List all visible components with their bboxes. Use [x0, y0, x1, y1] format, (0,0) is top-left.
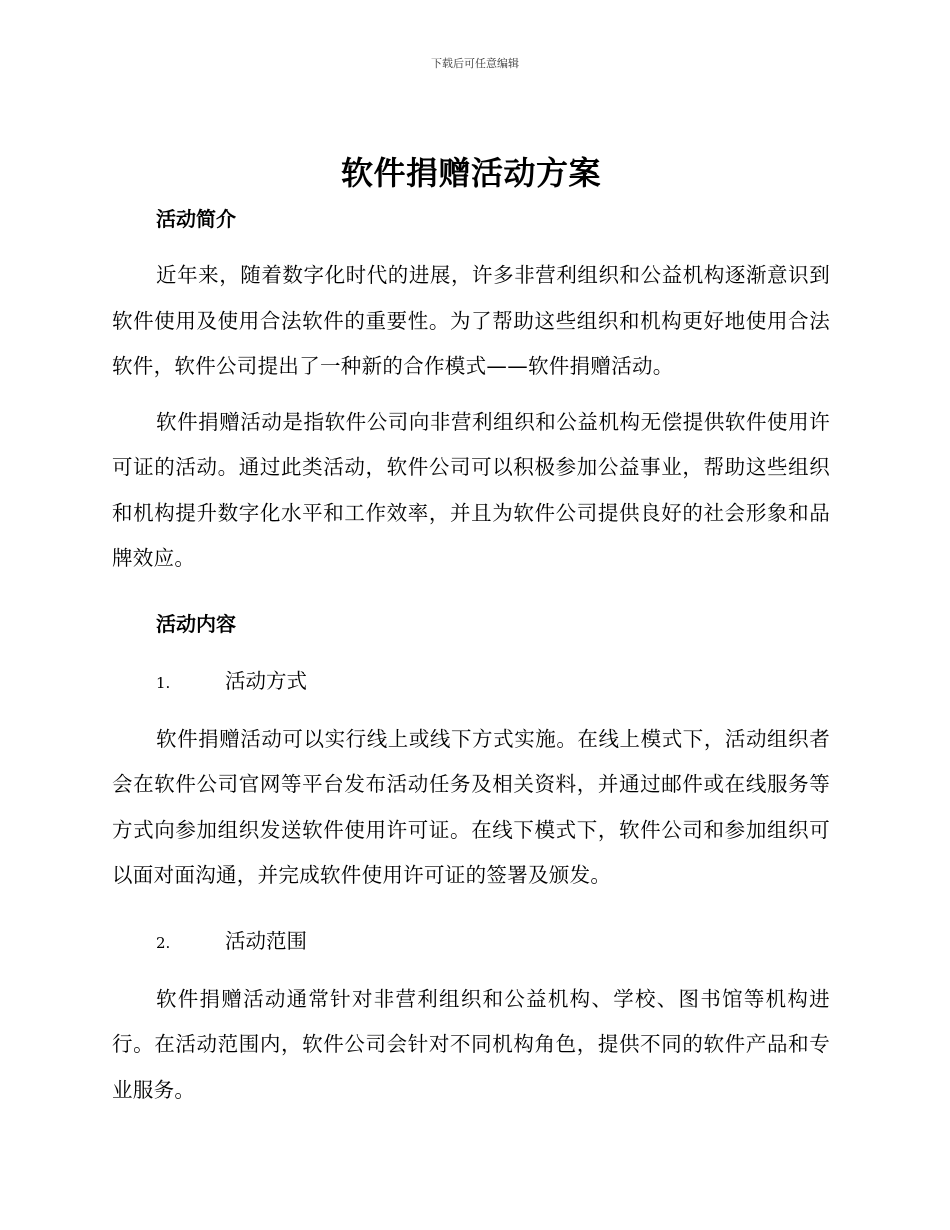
paragraph-intro-2: 软件捐赠活动是指软件公司向非营利组织和公益机构无偿提供软件使用许可证的活动。通过此类活动，软件公司可以积极参加公益事业，帮助这些组织和机构提升数字化水平和工作效率，并且为软件公司提供良好的社会形象和品牌效应。 [112, 409, 830, 570]
section-heading-intro: 活动简介 [156, 207, 236, 231]
section-heading-content: 活动内容 [156, 611, 236, 636]
list-number: 2. [156, 933, 171, 952]
list-item-method [112, 666, 830, 698]
list-item-label: 活动方式 [225, 668, 307, 693]
paragraph-scope: 软件捐赠活动通常针对非营利组织和公益机构、学校、图书馆等机构进行。在活动范围内，软件公司会针对不同机构角色，提供不同的软件产品和专业服务。 [112, 986, 830, 1102]
document-title: 软件捐赠活动方案 [340, 154, 601, 192]
paragraph-method: 软件捐赠活动可以实行线上或线下方式实施。在线上模式下，活动组织者会在软件公司官网等平台发布活动任务及相关资料，并通过邮件或在线服务等方式向参加组织发送软件使用许可证。在线下模式下，软件公司和参加组织可以面对面沟通，并完成软件使用许可证的签署及颁发。 [112, 726, 830, 887]
list-item-label: 活动范围 [225, 928, 307, 953]
list-number: 1. [156, 673, 171, 692]
page-header-note: 下载后可任意编辑 [431, 57, 519, 70]
document-body [112, 150, 830, 1113]
paragraph-intro-1: 近年来，随着数字化时代的进展，许多非营利组织和公益机构逐渐意识到软件使用及使用合法软件的重要性。为了帮助这些组织和机构更好地使用合法软件，软件公司提出了一种新的合作模式——软件捐赠活动。 [112, 263, 830, 378]
list-item-scope [112, 926, 830, 958]
